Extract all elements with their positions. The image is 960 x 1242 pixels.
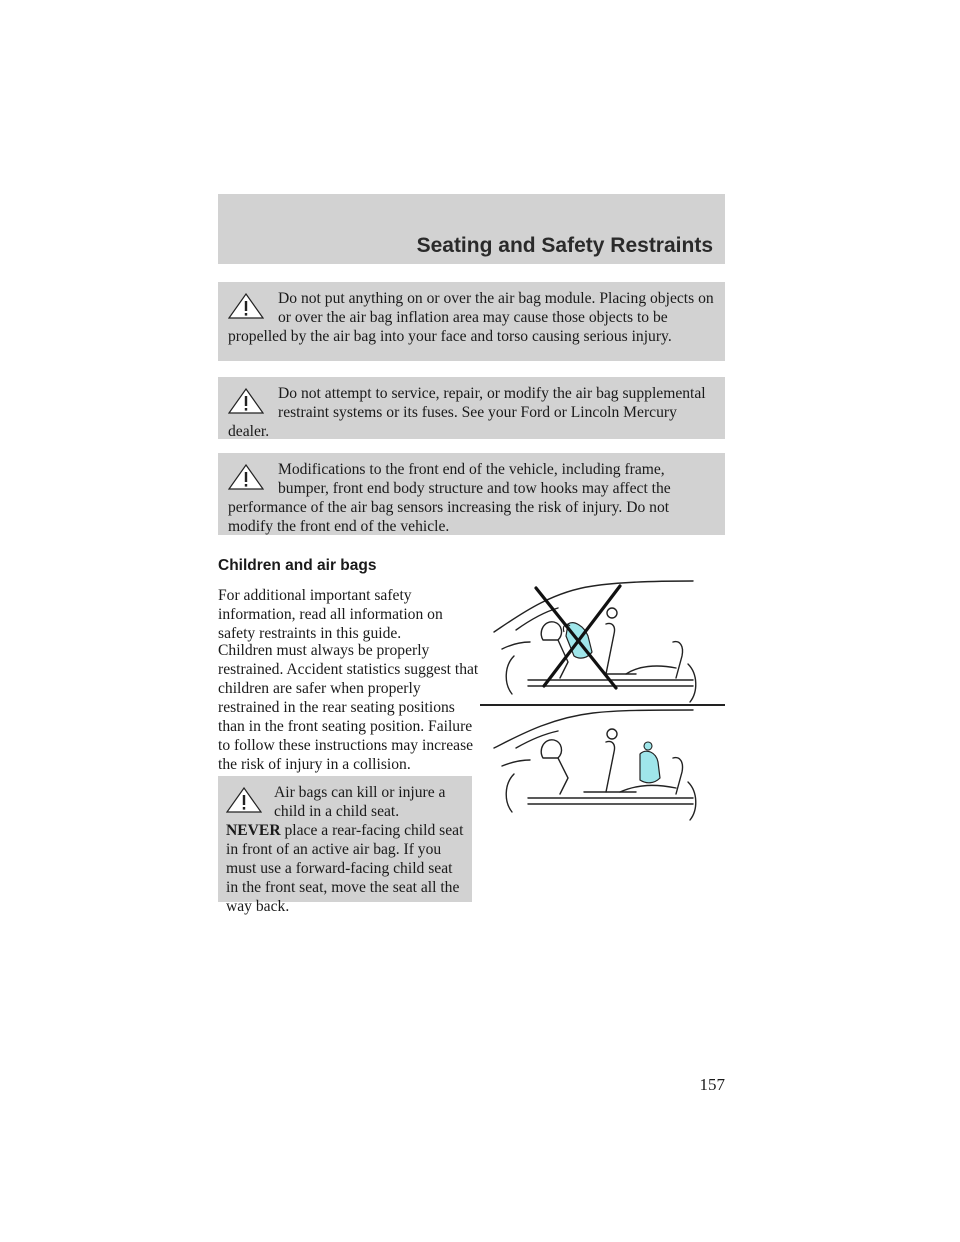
child-warning-rest: place a rear-facing child seat in front of an active air bag. If you must use a forward-facing child seat in the front seat, move the seat all the way back. bbox=[226, 822, 464, 915]
section-heading: Children and air bags bbox=[218, 557, 377, 574]
warning-box-child-seat bbox=[218, 776, 472, 915]
page-number: 157 bbox=[699, 1075, 725, 1094]
child-warning-intro: Air bags can kill or injure a child in a child seat. bbox=[274, 784, 446, 820]
body-paragraph: Children must always be properly restrained. Accident statistics suggest that children are safer when properly restrained in the rear seating positions than in the front seating position. Failure to follow these instructions may increase the risk of injury in a collision. bbox=[218, 642, 479, 773]
illustration-child-seat-rear bbox=[488, 708, 718, 832]
warning-triangle-icon bbox=[228, 293, 264, 319]
header-band bbox=[218, 194, 725, 264]
illustration-rear-facing-seat-front bbox=[488, 574, 718, 710]
warning-box-module bbox=[218, 282, 725, 361]
page-title: Seating and Safety Restraints bbox=[416, 234, 713, 257]
body-paragraph: For additional important safety information, read all information on safety restraints in this guide. bbox=[218, 587, 443, 642]
warning-text: Do not attempt to service, repair, or modify the air bag supplemental restraint systems or its fuses. See your Ford or Lincoln Mercury dealer. bbox=[228, 385, 706, 440]
warning-text: Modifications to the front end of the vehicle, including frame, bumper, front end body structure and tow hooks may affect the performance of the air bag sensors increasing the risk of injury. Do not modify the front end of the vehicle. bbox=[228, 461, 671, 535]
warning-box-modifications bbox=[218, 453, 725, 535]
warning-text: Do not put anything on or over the air bag module. Placing objects on or over the air bag inflation area may cause those objects to be propelled by the air bag into your face and torso causing serious injury. bbox=[228, 290, 714, 345]
figure-divider bbox=[480, 704, 725, 706]
warning-triangle-icon bbox=[226, 787, 262, 813]
warning-triangle-icon bbox=[228, 464, 264, 490]
warning-triangle-icon bbox=[228, 388, 264, 414]
warning-box-service bbox=[218, 377, 725, 439]
never-emphasis: NEVER bbox=[226, 822, 281, 839]
